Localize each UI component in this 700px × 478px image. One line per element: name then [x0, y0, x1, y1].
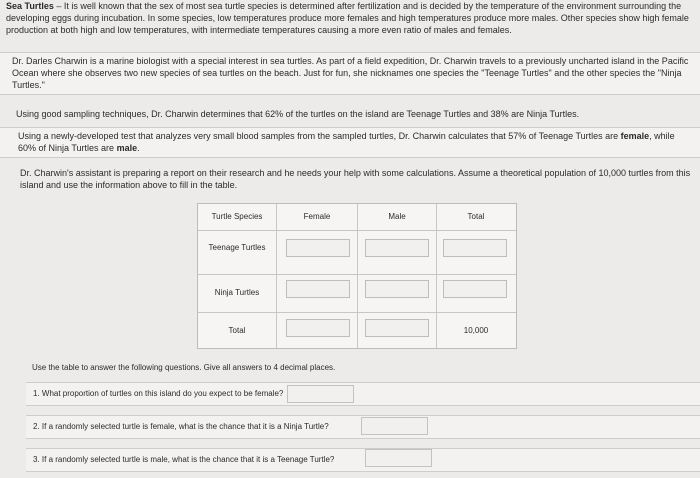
intro-paragraph	[6, 0, 694, 36]
teenage-female-input[interactable]	[286, 239, 350, 257]
blood-test-mid: , while 60% of Ninja Turtles are	[18, 131, 675, 153]
blood-test-female: female	[620, 131, 650, 141]
scenario-paragraph: Dr. Darles Charwin is a marine biologist with a special interest in sea turtles. As part of a field expedition, Dr. Charwin travels to a previously uncharted island in the Pacific Ocean where she observes two new species of sea turtles on the beach. Just for fun, she nicknames one species the "Teenage Turtles" and the other species the "Ninja Turtles."	[0, 52, 700, 95]
blood-test-male: male	[116, 143, 138, 153]
header-male: Male	[388, 212, 406, 221]
intro-lead: Sea Turtles	[6, 1, 54, 11]
sampling-paragraph: Using good sampling techniques, Dr. Charwin determines that 62% of the turtles on the island are Teenage Turtles and 38% are Ninja Turtles.	[16, 109, 580, 119]
ninja-total-input[interactable]	[443, 280, 507, 298]
question-2-answer[interactable]	[361, 417, 428, 435]
teenage-male-input[interactable]	[365, 239, 429, 257]
assistant-paragraph: Dr. Charwin's assistant is preparing a report on their research and he needs your help with some calculations. Assume a theoretical population of 10,000 turtles from this island and use the information above to fill in the table.	[20, 168, 691, 190]
question-1-text: 1. What proportion of turtles on this island do you expect to be female?	[33, 389, 284, 398]
header-species: Turtle Species	[211, 212, 263, 221]
header-female: Female	[303, 212, 331, 221]
blood-test-post: .	[137, 143, 140, 153]
total-population-value: 10,000	[463, 326, 489, 335]
instructions-text: Use the table to answer the following questions. Give all answers to 4 decimal places.	[32, 363, 336, 372]
ninja-male-input[interactable]	[365, 280, 429, 298]
question-3-text: 3. If a randomly selected turtle is male, what is the chance that it is a Teenage Turtle?	[33, 455, 335, 464]
ninja-female-input[interactable]	[286, 280, 350, 298]
table-divider	[198, 274, 516, 275]
question-3-answer[interactable]	[365, 449, 432, 467]
intro-text: – It is well known that the sex of most sea turtle species is determined after fertilization and is decided by the temperature of the environment surrounding the developing eggs during incubation. In some species, low temperatures produce more females and high temperatures produce more males. Other species show high female production at both high and low temperatures, with intermediate temperatures causing a more even ratio of males and females.	[6, 1, 689, 35]
total-female-input[interactable]	[286, 319, 350, 337]
question-2-text: 2. If a randomly selected turtle is female, what is the chance that it is a Ninja Turtle?	[33, 422, 329, 431]
table-divider	[198, 312, 516, 313]
table-divider	[276, 204, 277, 348]
table-divider	[198, 230, 516, 231]
blood-test-pre: Using a newly-developed test that analyzes very small blood samples from the sampled turtles, Dr. Charwin calculates that 57% of Teenage Turtles are	[18, 131, 621, 141]
total-male-input[interactable]	[365, 319, 429, 337]
table-divider	[357, 204, 358, 348]
row-label-total: Total	[228, 326, 246, 335]
turtle-table	[197, 203, 517, 349]
row-label-ninja: Ninja Turtles	[214, 288, 260, 297]
blood-test-paragraph	[0, 127, 700, 158]
question-1-answer[interactable]	[287, 385, 354, 403]
header-total: Total	[467, 212, 485, 221]
teenage-total-input[interactable]	[443, 239, 507, 257]
row-label-teenage: Teenage Turtles	[208, 243, 266, 252]
